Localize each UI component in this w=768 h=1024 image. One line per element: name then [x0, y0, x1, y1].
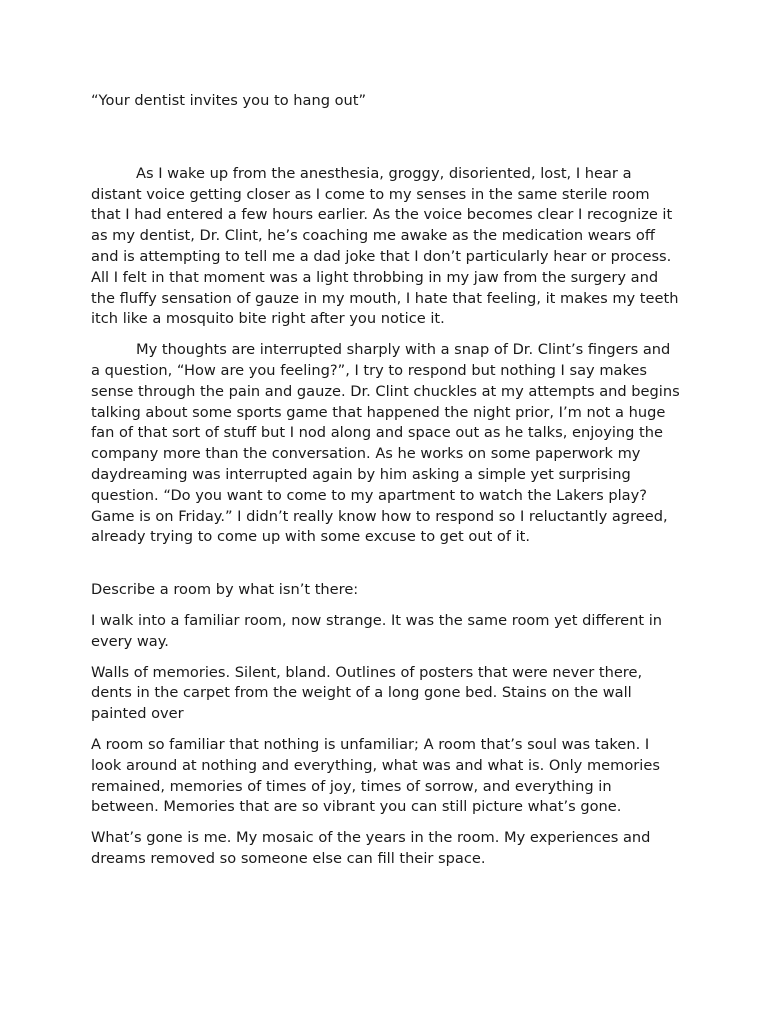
room-paragraph-2: Walls of memories. Silent, bland. Outlines of posters that were never there, dents in the carpet from the weight of a long gone bed. Stains on the wall painted over: [91, 663, 643, 723]
story-paragraph-1: As I wake up from the anesthesia, groggy, disoriented, lost, I hear a distant voice getting closer as I come to my senses in the same sterile room that I had entered a few hours earlier. As the voice becomes clear I recognize it as my dentist, Dr. Clint, he’s coaching me awake as the medication wears off and is attempting to tell me a dad joke that I don’t particularly hear or process. All I felt in that moment was a light throbbing in my jaw from the surgery and the fluffy sensation of gauze in my mouth, I hate that feeling, it makes my teeth itch like a mosquito bite right after you notice it.: [91, 164, 679, 328]
story-paragraph-2: My thoughts are interrupted sharply with a snap of Dr. Clint’s fingers and a question, “How are you feeling?”, I try to respond but nothing I say makes sense through the pain and gauze. Dr. Clint chuckles at my attempts and begins talking about some sports game that happened the night prior, I’m not a huge fan of that sort of stuff but I nod along and space out as he talks, enjoying the company more than the conversation. As he works on some paperwork my daydreaming was interrupted again by him asking a simple yet surprising question. “Do you want to come to my apartment to watch the Lakers play? Game is on Friday.” I didn’t really know how to respond so I reluctantly agreed, already trying to come up with some excuse to get out of it.: [91, 341, 680, 546]
room-paragraph-1: I walk into a familiar room, now strange. It was the same room yet different in every way.: [91, 611, 663, 650]
room-prompt-heading: Describe a room by what isn’t there:: [91, 581, 359, 599]
story-title: “Your dentist invites you to hang out”: [91, 92, 367, 109]
document-body: [91, 91, 681, 880]
room-paragraph-4: What’s gone is me. My mosaic of the years in the room. My experiences and dreams removed so someone else can fill their space.: [91, 829, 651, 867]
room-paragraph-3: A room so familiar that nothing is unfamiliar; A room that’s soul was taken. I look around at nothing and everything, what was and what is. Only memories remained, memories of times of joy, times of sorrow, and everything in between. Memories that are so vibrant you can still picture what’s gone.: [91, 735, 660, 816]
